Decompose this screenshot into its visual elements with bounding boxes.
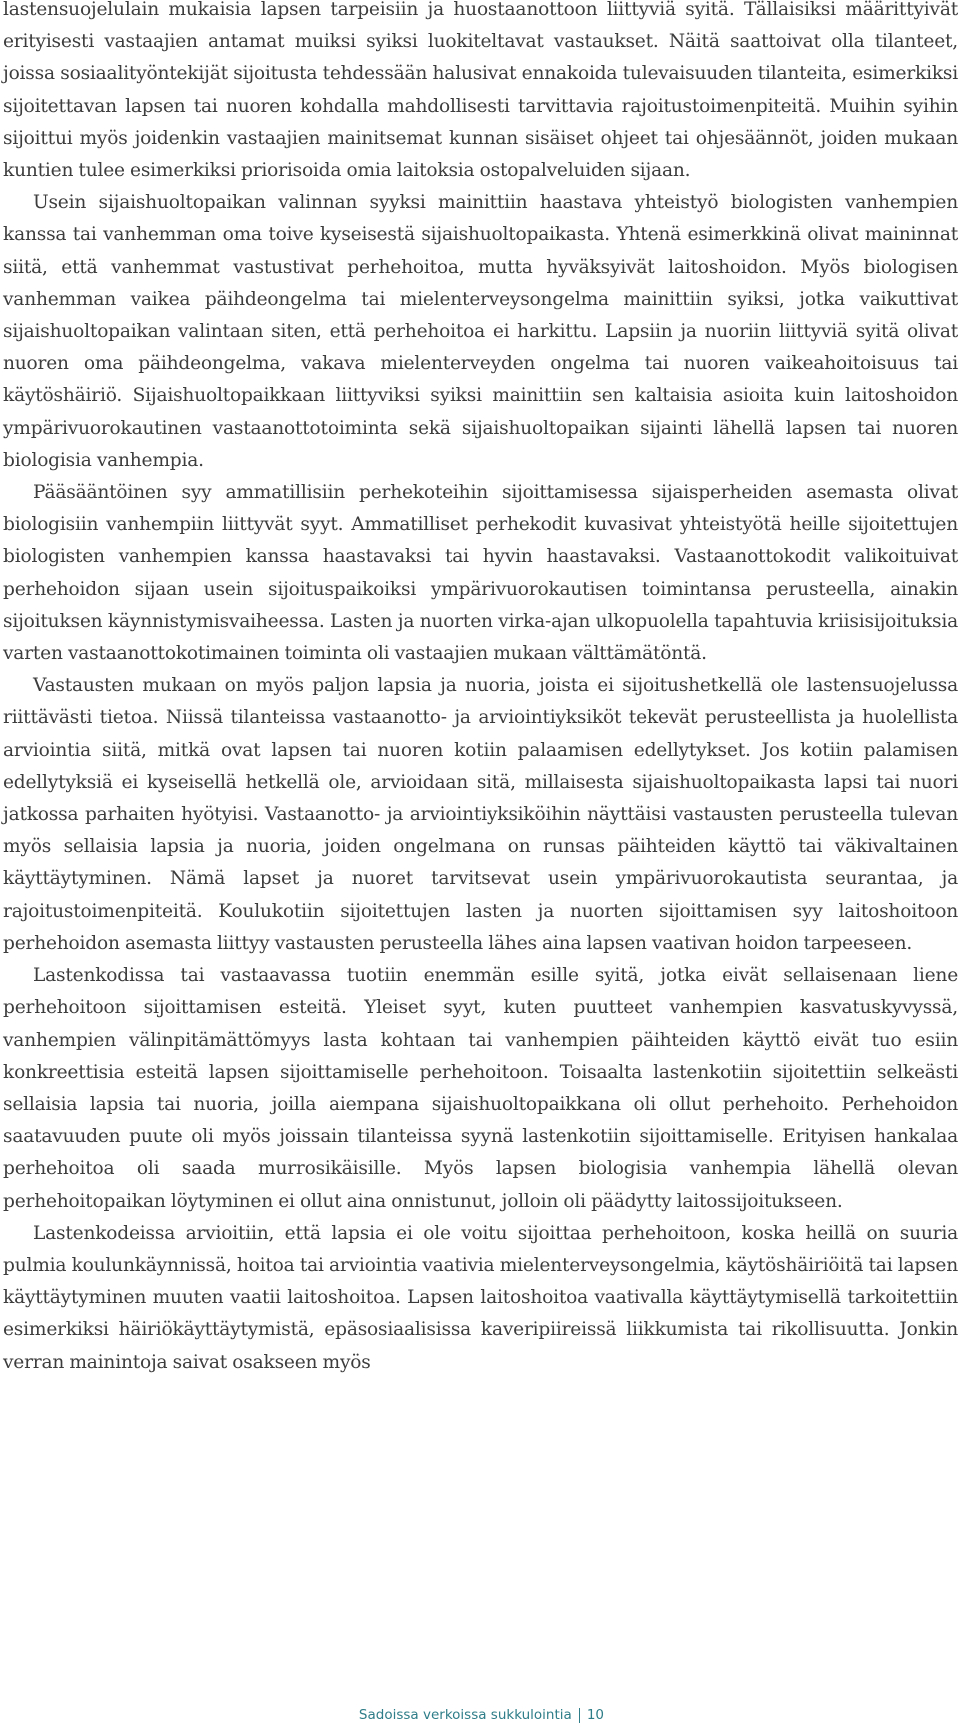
page-footer <box>359 1707 604 1723</box>
paragraph-4: Vastausten mukaan on myös paljon lapsia ja nuoria, joista ei sijoitushetkellä ole lastensuojelussa riittävästi tietoa. Niissä tilanteissa vastaanotto- ja arviointiyksiköt tekevät perusteellista ja huolellista arviointia siitä, mitkä ovat lapsen tai nuoren kotiin palaamisen edellytykset. Jos kotiin palamisen edellytyksiä ei kyseisellä hetkellä ole, arvioidaan sitä, millaisesta sijaishuoltopaikasta lapsi tai nuori jatkossa parhaiten hyötyisi. Vastaanotto- ja arviointiyksiköihin näyttäisi vastausten perusteella tulevan myös sellaisia lapsia ja nuoria, joiden ongelmana on runsas päihteiden käyttö tai väkivaltainen käyttäytyminen. Nämä lapset ja nuoret tarvitsevat usein ympärivuorokautista seurantaa, ja rajoitustoimenpiteitä. Koulukotiin sijoitettujen lasten ja nuorten sijoittamisen syy laitoshoitoon perhehoidon asemasta liittyy vastausten perusteella lähes aina lapsen vaativan hoidon tarpeeseen. <box>3 675 958 954</box>
paragraph-6: Lastenkodeissa arvioitiin, että lapsia ei ole voitu sijoittaa perhehoitoon, koska heillä on suuria pulmia koulunkäynnissä, hoitoa tai arviointia vaativia mielenterveysongelmia, käytöshäiriöitä tai lapsen käyttäytyminen muuten vaatii laitoshoitoa. Lapsen laitoshoitoa vaativalla käyttäytymisellä tarkoitettiin esimerkiksi häiriökäyttäytymistä, epäsosiaalisissa kaveripiireissä liikkumista tai rikollisuutta. Jonkin verran mainintoja saivat osakseen myös <box>3 1222 958 1373</box>
body-text <box>3 0 958 1379</box>
paragraph-3: Pääsääntöinen syy ammatillisiin perhekoteihin sijoittamisessa sijaisperheiden asemasta olivat biologisiin vanhempiin liittyvät syyt. Ammatilliset perhekodit kuvasivat yhteistyötä heille sijoitettujen biologisten vanhempien kanssa haastavaksi tai hyvin haastavaksi. Vastaanottokodit valikoituivat perhehoidon sijaan usein sijoituspaikoiksi ympärivuorokautisen toimintansa perusteella, ainakin sijoituksen käynnistymisvaiheessa. Lasten ja nuorten virka-ajan ulkopuolella tapahtuvia kriisisijoituksia varten vastaanottokotimainen toiminta oli vastaajien mukaan välttämätöntä. <box>3 482 958 665</box>
paragraph-2: Usein sijaishuoltopaikan valinnan syyksi mainittiin haastava yhteistyö biologisten vanhempien kanssa tai vanhemman oma toive kyseisestä sijaishuoltopaikasta. Yhtenä esimerkkinä olivat maininnat siitä, että vanhemmat vastustivat perhehoitoa, mutta hyväksyivät laitoshoidon. Myös biologisen vanhemman vaikea päihdeongelma tai mielenterveysongelma mainittiin syiksi, jotka vaikuttivat sijaishuoltopaikan valintaan siten, että perhehoitoa ei harkittu. Lapsiin ja nuoriin liittyviä syitä olivat nuoren oma päihdeongelma, vakava mielenterveyden ongelma tai nuoren vaikeahoitoisuus tai käytöshäiriö. Sijaishuoltopaikkaan liittyviksi syiksi mainittiin sen kaltaisia asioita kuin laitoshoidon ympärivuorokautinen vastaanottotoiminta sekä sijaishuoltopaikan sijainti lähellä lapsen tai nuoren biologisia vanhempia. <box>3 192 958 471</box>
page-number: 10 <box>586 1707 604 1723</box>
footer-separator <box>579 1708 580 1723</box>
paragraph-1: lastensuojelulain mukaisia lapsen tarpeisiin ja huostaanottoon liittyviä syitä. Tällaisiksi määrittyivät erityisesti vastaajien antamat muiksi syiksi luokiteltavat vastaukset. Näitä saattoivat olla tilanteet, joissa sosiaalityöntekijät sijoitusta tehdessään halusivat ennakoida tulevaisuuden tilanteita, esimerkiksi sijoitettavan lapsen tai nuoren kohdalla mahdollisesti tarvittavia rajoitustoimenpiteitä. Muihin syihin sijoittui myös joidenkin vastaajien mainitsemat kunnan sisäiset ohjeet tai ohjesäännöt, joiden mukaan kuntien tulee esimerkiksi priorisoida omia laitoksia ostopalveluiden sijaan. <box>3 0 958 182</box>
footer-title: Sadoissa verkoissa sukkulointia <box>358 1707 572 1723</box>
paragraph-5: Lastenkodissa tai vastaavassa tuotiin enemmän esille syitä, jotka eivät sellaisenaan liene perhehoitoon sijoittamisen esteitä. Yleiset syyt, kuten puutteet vanhempien kasvatuskyvyssä, vanhempien välinpitämättömyys lasta kohtaan tai vanhempien päihteiden käyttö eivät tuo esiin konkreettisia esteitä lapsen sijoittamiselle perhehoitoon. Toisaalta lastenkotiin sijoitettiin selkeästi sellaisia lapsia tai nuoria, joilla aiempana sijaishuoltopaikkana oli ollut perhehoito. Perhehoidon saatavuuden puute oli myös joissain tilanteissa syynä lastenkotiin sijoittamiselle. Erityisen hankalaa perhehoitoa oli saada murrosikäisille. Myös lapsen biologisia vanhempia lähellä olevan perhehoitopaikan löytyminen ei ollut aina onnistunut, jolloin oli päädytty laitossijoitukseen. <box>3 965 958 1212</box>
